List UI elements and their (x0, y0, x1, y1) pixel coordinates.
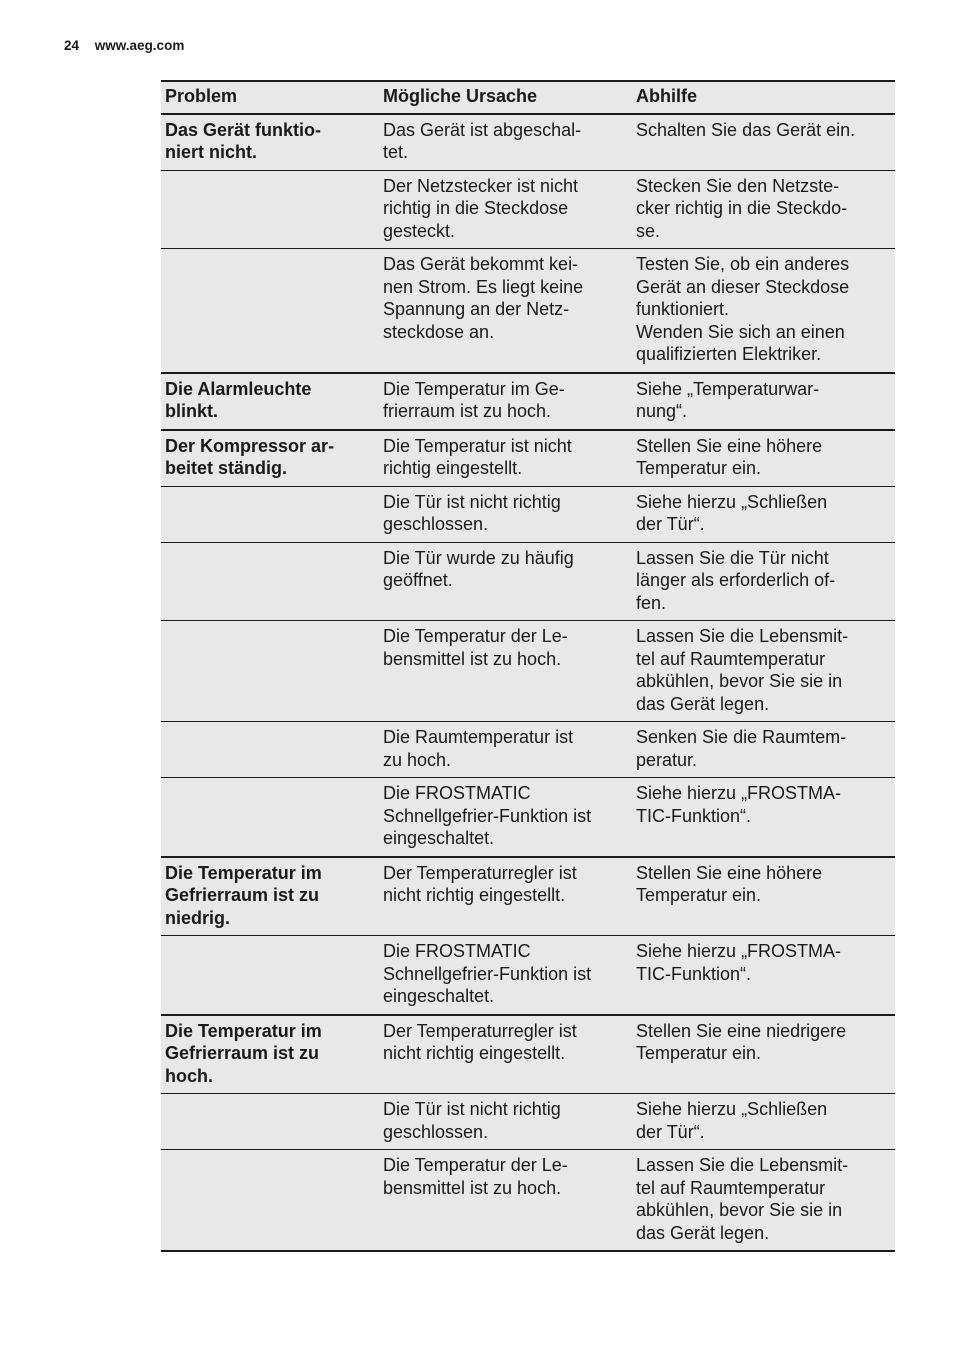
remedy-cell (632, 373, 895, 430)
remedy-cell (632, 778, 895, 857)
table-row (161, 373, 895, 430)
problem-cell (161, 114, 379, 171)
cause-cell (379, 486, 632, 542)
cause-text: Das Gerät bekommt kei- nen Strom. Es liegt keine Spannung an der Netz- steckdose an. (383, 254, 584, 342)
problem-text: Die Temperatur im Gefrierraum ist zu hoch. (165, 1020, 322, 1086)
cause-cell (379, 430, 632, 487)
remedy-text: Lassen Sie die Tür nicht länger als erforderlich of- fen. (636, 547, 836, 613)
cause-cell (379, 621, 632, 722)
cause-text: Der Temperaturregler ist nicht richtig eingestellt. (383, 1020, 577, 1063)
problem-cell (161, 621, 379, 722)
remedy-text: Siehe hierzu „FROSTMA- TIC-Funktion“. (636, 783, 842, 826)
cause-text: Die FROSTMATIC Schnellgefrier-Funktion ist eingeschaltet. (383, 941, 592, 1006)
problem-cell (161, 778, 379, 857)
table-row (161, 486, 895, 542)
table-row (161, 621, 895, 722)
problem-cell (161, 1015, 379, 1094)
page-number: 24 (64, 38, 80, 53)
remedy-text: Schalten Sie das Gerät ein. (636, 119, 856, 140)
problem-text: Die Temperatur im Gefrierraum ist zu niedrig. (165, 862, 322, 928)
cause-cell (379, 1150, 632, 1252)
remedy-text: Siehe hierzu „Schließen der Tür“. (636, 1099, 828, 1142)
cause-cell (379, 170, 632, 249)
remedy-cell (632, 1150, 895, 1252)
cause-cell (379, 857, 632, 936)
problem-cell (161, 936, 379, 1015)
troubleshooting-table (161, 80, 895, 1252)
problem-cell (161, 249, 379, 373)
remedy-cell (632, 621, 895, 722)
cause-cell (379, 722, 632, 778)
remedy-text: Siehe „Temperaturwar- nung“. (636, 378, 820, 421)
remedy-cell (632, 1094, 895, 1150)
problem-text: Das Gerät funktio- niert nicht. (165, 119, 322, 162)
table-row (161, 170, 895, 249)
cause-text: Die Temperatur der Le- bensmittel ist zu hoch. (383, 626, 568, 669)
problem-cell (161, 430, 379, 487)
remedy-cell (632, 114, 895, 171)
table-header-row (161, 81, 895, 114)
remedy-text: Lassen Sie die Lebensmit- tel auf Raumtemperatur abkühlen, bevor Sie sie in das Gerät legen. (636, 626, 849, 714)
table-row (161, 1150, 895, 1252)
page-header (64, 38, 184, 53)
cause-text: Das Gerät ist abgeschal- tet. (383, 119, 582, 162)
remedy-cell (632, 542, 895, 621)
cause-text: Die Temperatur der Le- bensmittel ist zu hoch. (383, 1155, 568, 1198)
problem-cell (161, 1094, 379, 1150)
remedy-cell (632, 722, 895, 778)
remedy-cell (632, 486, 895, 542)
remedy-cell (632, 936, 895, 1015)
remedy-text: Lassen Sie die Lebensmit- tel auf Raumtemperatur abkühlen, bevor Sie sie in das Gerät legen. (636, 1155, 849, 1243)
problem-cell (161, 170, 379, 249)
cause-text: Die Temperatur ist nicht richtig eingestellt. (383, 435, 572, 478)
cause-cell (379, 114, 632, 171)
problem-text: Der Kompressor ar- beitet ständig. (165, 435, 335, 478)
cause-cell (379, 936, 632, 1015)
remedy-cell (632, 249, 895, 373)
table-row (161, 857, 895, 936)
table-row (161, 1015, 895, 1094)
cause-text: Die Tür ist nicht richtig geschlossen. (383, 1099, 561, 1142)
remedy-text: Stellen Sie eine höhere Temperatur ein. (636, 435, 823, 478)
problem-text: Die Alarmleuchte blinkt. (165, 378, 312, 421)
remedy-text: Senken Sie die Raumtem- peratur. (636, 727, 847, 770)
remedy-text: Stellen Sie eine höhere Temperatur ein. (636, 862, 823, 905)
table-row (161, 936, 895, 1015)
problem-cell (161, 486, 379, 542)
cause-text: Die FROSTMATIC Schnellgefrier-Funktion ist eingeschaltet. (383, 783, 592, 848)
cause-text: Die Tür ist nicht richtig geschlossen. (383, 491, 561, 534)
table-row (161, 249, 895, 373)
cause-cell (379, 1094, 632, 1150)
problem-cell (161, 722, 379, 778)
cause-cell (379, 778, 632, 857)
remedy-cell (632, 857, 895, 936)
cause-cell (379, 1015, 632, 1094)
column-header-problem: Problem (161, 81, 379, 114)
cause-cell (379, 249, 632, 373)
website-url: www.aeg.com (94, 38, 185, 53)
table-row (161, 542, 895, 621)
problem-cell (161, 542, 379, 621)
remedy-cell (632, 170, 895, 249)
table-row (161, 430, 895, 487)
remedy-text: Siehe hierzu „FROSTMA- TIC-Funktion“. (636, 941, 842, 984)
column-header-cause: Mögliche Ursache (379, 81, 632, 114)
remedy-text: Testen Sie, ob ein anderes Gerät an dieser Steckdose funktioniert. Wenden Sie sich an einen qualifizierten Elektriker. (636, 254, 850, 364)
cause-text: Die Temperatur im Ge- frierraum ist zu hoch. (383, 378, 565, 421)
cause-text: Die Raumtemperatur ist zu hoch. (383, 727, 574, 770)
cause-cell (379, 373, 632, 430)
problem-cell (161, 857, 379, 936)
cause-text: Die Tür wurde zu häufig geöffnet. (383, 547, 574, 590)
remedy-cell (632, 430, 895, 487)
remedy-text: Siehe hierzu „Schließen der Tür“. (636, 491, 828, 534)
cause-cell (379, 542, 632, 621)
problem-cell (161, 373, 379, 430)
table-row (161, 114, 895, 171)
table-row (161, 722, 895, 778)
remedy-cell (632, 1015, 895, 1094)
table-row (161, 1094, 895, 1150)
column-header-remedy: Abhilfe (632, 81, 895, 114)
remedy-text: Stecken Sie den Netzste- cker richtig in die Steckdo- se. (636, 175, 848, 241)
remedy-text: Stellen Sie eine niedrigere Temperatur ein. (636, 1020, 847, 1063)
cause-text: Der Temperaturregler ist nicht richtig eingestellt. (383, 862, 577, 905)
cause-text: Der Netzstecker ist nicht richtig in die Steckdose gesteckt. (383, 175, 579, 241)
problem-cell (161, 1150, 379, 1252)
table-row (161, 778, 895, 857)
